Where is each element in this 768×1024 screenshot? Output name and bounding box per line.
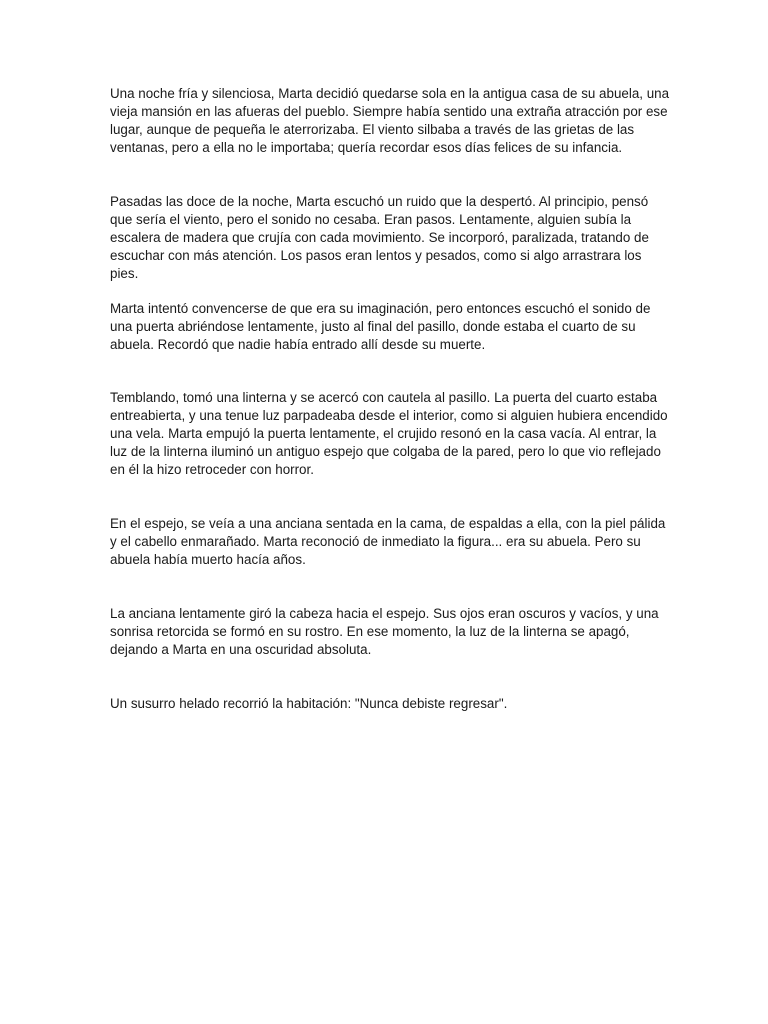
paragraph-4: Temblando, tomó una linterna y se acercó con cautela al pasillo. La puerta del cuarto estaba entreabierta, y una tenue luz parpadeaba desde el interior, como si alguien hubiera encendido una vela. Marta empujó la puerta lentamente, el crujido resonó en la casa vacía. Al entrar, la luz de la linterna iluminó un antiguo espejo que colgaba de la pared, pero lo que vio reflejado en él la hizo retroceder con horror.	[110, 390, 668, 478]
paragraph-1: Una noche fría y silenciosa, Marta decidió quedarse sola en la antigua casa de su abuela, una vieja mansión en las afueras del pueblo. Siempre había sentido una extraña atracción por ese lugar, aunque de pequeña le aterrorizaba. El viento silbaba a través de las grietas de las ventanas, pero a ella no le importaba; quería recordar esos días felices de su infancia.	[110, 86, 670, 156]
paragraph-6: La anciana lentamente giró la cabeza hacia el espejo. Sus ojos eran oscuros y vacíos, y una sonrisa retorcida se formó en su rostro. En ese momento, la luz de la linterna se apagó, dejando a Marta en una oscuridad absoluta.	[110, 606, 659, 658]
paragraph-2: Pasadas las doce de la noche, Marta escuchó un ruido que la despertó. Al principio, pensó que sería el viento, pero el sonido no cesaba. Eran pasos. Lentamente, alguien subía la escalera de madera que crujía con cada movimiento. Se incorporó, paralizada, tratando de escuchar con más atención. Los pasos eran lentos y pesados, como si algo arrastrara los pies.	[110, 194, 649, 282]
paragraph-7: Un susurro helado recorrió la habitación: "Nunca debiste regresar".	[110, 696, 508, 711]
paragraph-3: Marta intentó convencerse de que era su imaginación, pero entonces escuchó el sonido de una puerta abriéndose lentamente, justo al final del pasillo, donde estaba el cuarto de su abuela. Recordó que nadie había entrado allí desde su muerte.	[110, 301, 651, 353]
paragraph-5: En el espejo, se veía a una anciana sentada en la cama, de espaldas a ella, con la piel pálida y el cabello enmarañado. Marta reconoció de inmediato la figura... era su abuela. Pero su abuela había muerto hacía años.	[110, 516, 666, 568]
